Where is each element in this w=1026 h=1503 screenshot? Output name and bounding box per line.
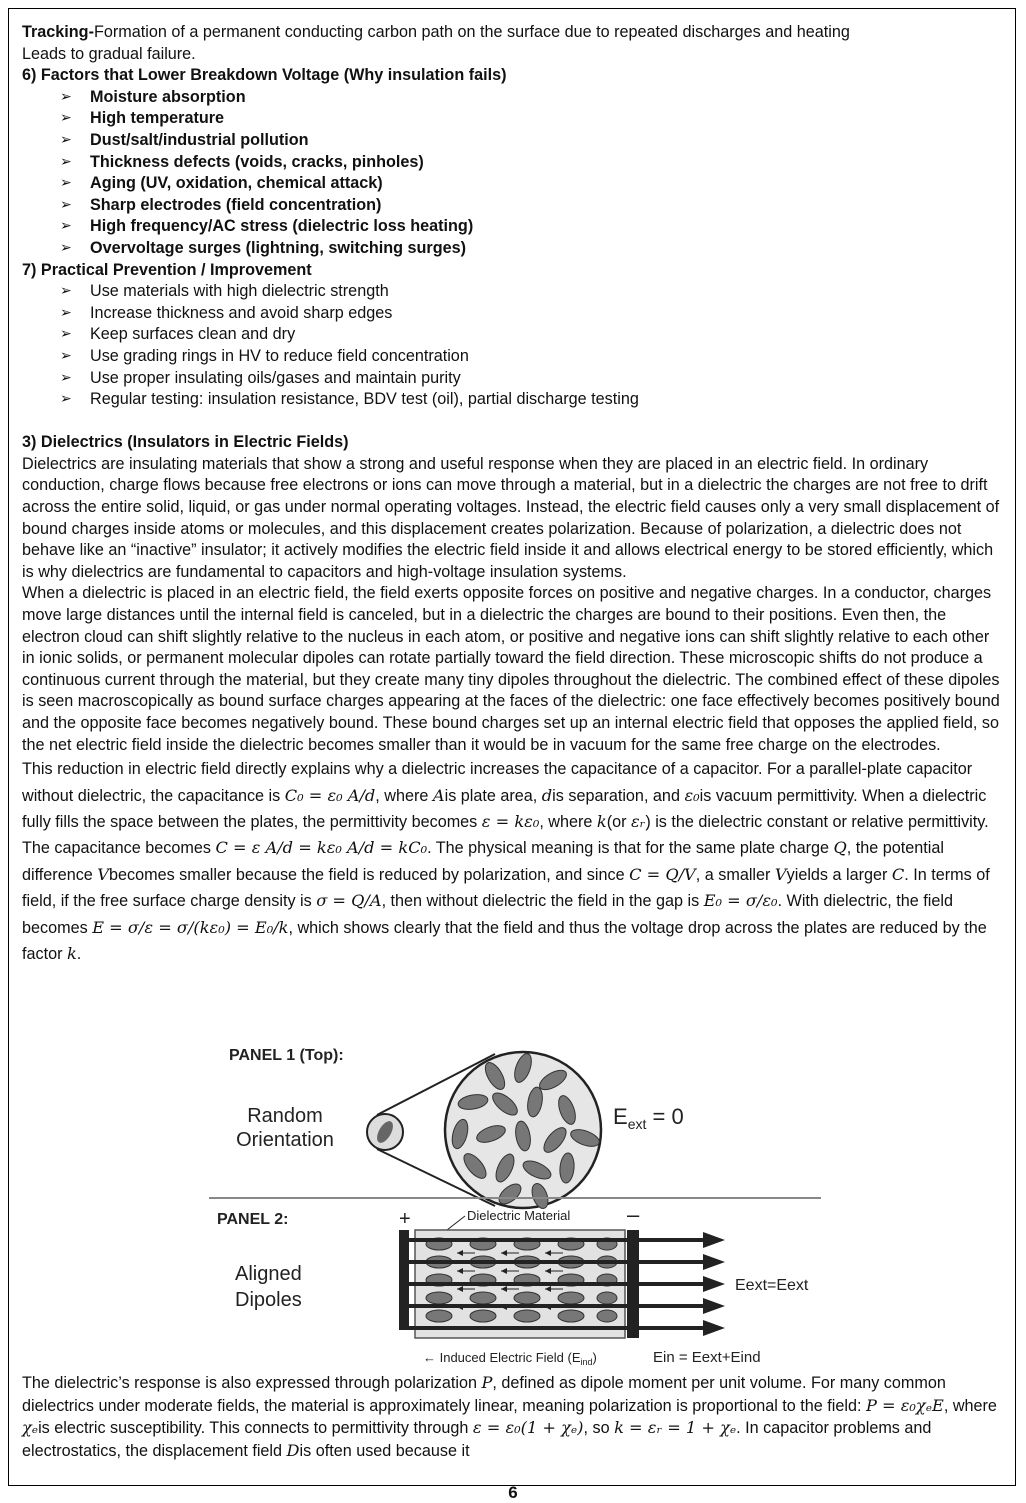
equation: E = σ/ε = σ/(kε₀) = E₀/k bbox=[92, 917, 289, 937]
dielectric-material-label: Dielectric Material bbox=[467, 1208, 571, 1223]
list-item: ➢ Dust/salt/industrial pollution bbox=[60, 130, 1002, 152]
equation: P = ε₀χₑE bbox=[866, 1395, 944, 1415]
panel-1-title: PANEL 1 (Top): bbox=[229, 1047, 344, 1064]
list-item: ➢ Aging (UV, oxidation, chemical attack) bbox=[60, 173, 1002, 195]
list-item: ➢ Use materials with high dielectric strength bbox=[60, 281, 1002, 303]
paragraph-3: This reduction in electric field directly explains why a dielectric increases the capacitance of a capacitor. For a parallel-plate capacitor without dielectric, the capacitance is C₀ = ε₀ A/d, where Ais plate area, dis separation, and ε₀is vacuum permittivity. When a dielectric fully fills the space between the plates, the permittivity becomes ε = kε₀, where k(or εᵣ) is the dielectric constant or relative permittivity. The capacitance becomes C = ε A/d = kε₀ A/d = kC₀. The physical meaning is that for the same plate charge Q, the potential difference Vbecomes smaller because the field is reduced by polarization, and since C = Q/V, a smaller Vyields a larger C. In terms of field, if the free surface charge density is σ = Q/A, then without dielectric the field in the gap is E₀ = σ/ε₀. With dielectric, the field becomes E = σ/ε = σ/(kε₀) = E₀/k, which shows clearly that the field and thus the voltage drop across the plates are reduced by the factor k. bbox=[22, 760, 990, 964]
equation: ε = ε₀(1 + χₑ) bbox=[472, 1418, 584, 1438]
list-item: ➢ Regular testing: insulation resistance, BDV test (oil), partial discharge testing bbox=[60, 389, 1002, 411]
list-item: ➢ Moisture absorption bbox=[60, 87, 1002, 109]
tracking-definition: Tracking-Formation of a permanent conducting carbon path on the surface due to repeated discharges and heating Leads to gradual failure. bbox=[22, 23, 850, 63]
section-7-list bbox=[22, 281, 1002, 411]
page-content bbox=[22, 22, 1002, 967]
svg-text:Orientation: Orientation bbox=[236, 1129, 334, 1151]
list-item: ➢ Thickness defects (voids, cracks, pinholes) bbox=[60, 152, 1002, 174]
page-number: 6 bbox=[508, 1483, 518, 1502]
equation: σ = Q/A bbox=[316, 891, 382, 911]
list-item: ➢ Increase thickness and avoid sharp edges bbox=[60, 303, 1002, 325]
list-item: ➢ High frequency/AC stress (dielectric loss heating) bbox=[60, 216, 1002, 238]
equation: k = εᵣ = 1 + χₑ bbox=[614, 1418, 737, 1438]
list-item: ➢ High temperature bbox=[60, 108, 1002, 130]
equation: C = ε A/d = kε₀ A/d = kC₀ bbox=[215, 838, 428, 858]
eext-zero-label: $E_{ext} = 0$ bbox=[613, 1104, 684, 1132]
ein-equation: Ein = Eext+Eind bbox=[653, 1349, 761, 1366]
eext-equation: Eext=Eext bbox=[735, 1277, 809, 1294]
minus-sign: – bbox=[627, 1202, 640, 1227]
induced-field-label: ← Induced Electric Field $(E_{ind})$ bbox=[423, 1350, 597, 1367]
list-item: ➢ Sharp electrodes (field concentration) bbox=[60, 195, 1002, 217]
left-plate bbox=[399, 1230, 409, 1330]
panel-2-label: Aligned bbox=[235, 1263, 302, 1285]
section-3-heading: 3) Dielectrics (Insulators in Electric Fields) bbox=[22, 433, 349, 452]
list-item: ➢ Overvoltage surges (lightning, switching surges) bbox=[60, 238, 1002, 260]
equation: E₀ = σ/ε₀ bbox=[703, 891, 778, 911]
panel-2-title: PANEL 2: bbox=[217, 1211, 289, 1228]
section-6-heading: 6) Factors that Lower Breakdown Voltage (Why insulation fails) bbox=[22, 66, 507, 85]
paragraph-1: Dielectrics are insulating materials that show a strong and useful response when they are placed in an electric field. In ordinary conduction, charge flows because free electrons or ions can move through a material, but in a dielectric the charges are not free to drift across the entire solid, liquid, or gas under normal operating voltages. Instead, the electric field causes only a very small displacement of bound charges inside atoms or molecules, and this displacement creates polarization. Because of polarization, a dielectric does not behave like an “inactive” insulator; it actively modifies the electric field inside it and allows electrical energy to be stored efficiently, which is why dielectrics are fundamental to capacitors and high-voltage insulation systems. bbox=[22, 454, 1000, 581]
panel-1-label: Random bbox=[247, 1105, 323, 1127]
list-item: ➢ Keep surfaces clean and dry bbox=[60, 324, 1002, 346]
equation: C = Q/V bbox=[629, 864, 696, 884]
paragraph-4: The dielectric’s response is also expressed through polarization P, defined as dipole moment per unit volume. For many common dielectrics under moderate fields, the material is approximately linear, meaning polarization is proportional to the field: P = ε₀χₑE, where χₑis electric susceptibility. This connects to permittivity through ε = ε₀(1 + χₑ), so k = εᵣ = 1 + χₑ. In capacitor problems and electrostatics, the displacement field Dis often used because it bbox=[22, 1373, 997, 1460]
equation: ε = kε₀ bbox=[481, 812, 540, 831]
tracking-term: Tracking- bbox=[22, 23, 94, 41]
equation: C₀ = ε₀ A/d bbox=[284, 785, 376, 805]
after-figure-text bbox=[22, 1372, 1002, 1462]
list-item: ➢ Use grading rings in HV to reduce field concentration bbox=[60, 346, 1002, 368]
svg-text:Dipoles: Dipoles bbox=[235, 1289, 302, 1311]
section-6-list bbox=[22, 87, 1002, 260]
list-item: ➢ Use proper insulating oils/gases and maintain purity bbox=[60, 368, 1002, 390]
dielectric-figure bbox=[205, 1040, 825, 1368]
plus-sign: + bbox=[399, 1208, 411, 1230]
section-7-heading: 7) Practical Prevention / Improvement bbox=[22, 260, 312, 279]
paragraph-2: When a dielectric is placed in an electric field, the field exerts opposite forces on positive and negative charges. In a conductor, charges move large distances until the internal field is canceled, but in a dielectric the charges are bound to their positions. Even then, the electron cloud can shift slightly relative to the nucleus in each atom, or positive and negative ions can shift slightly relative to each other in ionic solids, or permanent molecular dipoles can rotate partially toward the field direction. These microscopic shifts do not produce a continuous current through the material, but they create many tiny dipoles throughout the dielectric. The combined effect of these dipoles is seen macroscopically as bound surface charges appearing at the faces of the dielectric: one face effectively becomes positively bound and the opposite face becomes negatively bound. These bound charges set up an internal electric field that opposes the applied field, so the net electric field inside the dielectric becomes smaller than it would be in vacuum for the same free charge on the electrodes. bbox=[22, 584, 1000, 754]
